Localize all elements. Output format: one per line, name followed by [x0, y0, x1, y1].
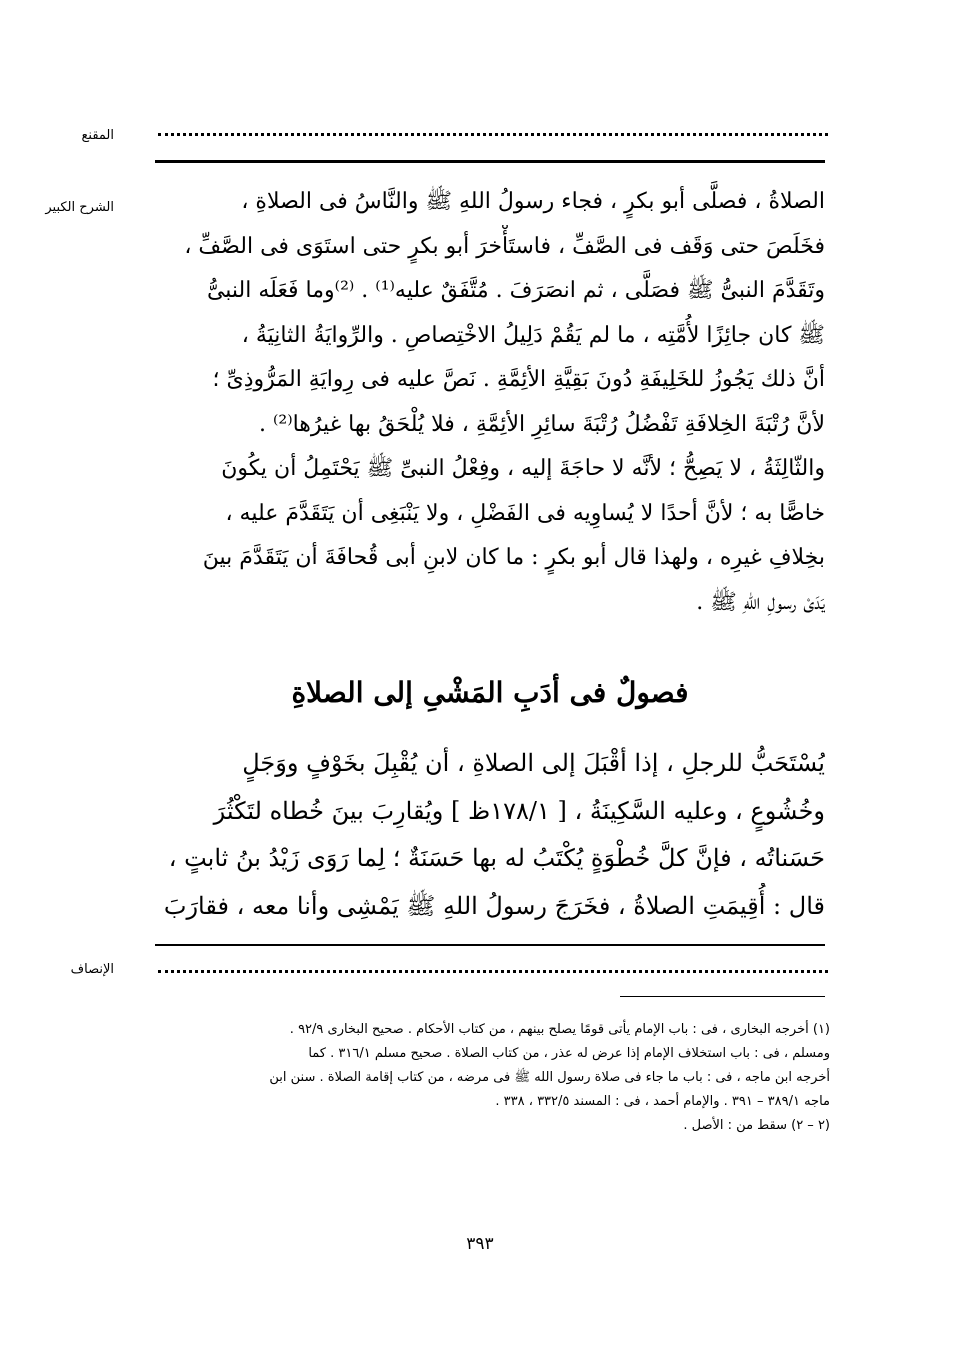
text-line: يَدَىْ رسولِ اللهِ ﷺ .: [696, 589, 825, 615]
text-line: والثّالِثَةُ ، لا يَصِحُّ ؛ لأنَّه لا حاجَةَ إليه ، وفِعْلُ النبىِّ ﷺ يَحْتَمِلُ أن يكُونَ: [221, 456, 825, 481]
insaf-dotted-line: [158, 970, 828, 973]
text-line: ﷺ كان جائِزًا لأُمَّتِه ، ما لم يَقُمْ دَلِيلُ الاخْتِصاصِ . والرِّوايَةُ الثانِيَةُ ،: [241, 322, 825, 348]
text-line: حَسَناتُه ، فإنَّ كلَّ خُطْوَةٍ يُكْتَبُ له بها حَسَنَةٌ ؛ لِما رَوَى زَيْدُ بنُ ثابتٍ ،: [168, 844, 825, 872]
bottom-rule: [155, 944, 825, 946]
text-line: أنَّ ذلك يَجُوزُ للخَلِيفَةِ دُونَ بَقِيَّةِ الأئِمَّةِ . نَصَّ عليه فى رِوايَةِ المَرُّوذِىِّ ؛: [212, 367, 825, 392]
sharh-main-text: [155, 180, 825, 625]
top-rule: [155, 160, 825, 163]
footnote-line: ماجه ٣٨٩/١ – ٣٩١ . والإمام أحمد ، فى : المسند ٣٣٢/٥ ، ٣٣٨ .: [495, 1094, 830, 1109]
text-line: وخُشُوعٍ ، وعليه السَّكِينَةُ ، [ ١٧٨/١ظ ] ويُقارِبَ بينَ خُطاه لتَكْثُرَ: [213, 796, 825, 825]
page-number: ٣٩٣: [466, 1234, 494, 1254]
footnote-line: (١) أخرجه البخارى ، فى : باب الإمام يأتى قومًا يصلح بينهم ، من كتاب الأحكام . صحيح البخارى ٩٢/٩ .: [289, 1022, 830, 1037]
muqni-dotted-line: [158, 133, 828, 136]
text-line: بخِلافِ غيرِه ، ولهذا قال أبو بكرٍ : ما كان لابنِ أبى قُحافَةَ أن يَتَقَدَّمَ بينَ: [202, 545, 825, 570]
text-line: يُسْتَحَبُّ للرجلِ ، إذا أقْبَلَ إلى الصلاةِ ، أن يُقْبِلَ بخَوْفٍ ووَجَلٍ: [242, 749, 825, 777]
label-sharh-kabir: الشرح الكبير: [45, 200, 114, 215]
text-line: خاصًّا به ؛ لأنَّ أحدًا لا يُساوِيه فى الفَضْلِ ، ولا يَنْبَغِى أن يَتَقَدَّمَ عليه ،: [225, 500, 825, 526]
footnotes: [150, 1018, 830, 1138]
label-muqni: المقنع: [81, 128, 114, 143]
text-line: قال : أُقِيمَتِ الصلاةُ ، فخَرَجَ رسولُ اللهِ ﷺ يَمْشِى وأنا معه ، فقارَبَ: [163, 891, 825, 920]
footnote-line: أخرجه ابن ماجه ، فى : باب ما جاء فى صلاة رسول الله ﷺ فى مرضه ، من كتاب إقامة الصلاة . سنن ابن: [269, 1070, 830, 1085]
footnote-separator: [620, 996, 825, 997]
text-line: الصلاةُ ، فصلَّى أبو بكرٍ ، فجاء رسولُ اللهِ ﷺ والنَّاسُ فى الصلاةِ ،: [241, 189, 825, 214]
text-line: وتَقَدَّمَ النبىُّ ﷺ فصَلَّى ، ثم انصَرَفَ . مُتَّفَقٌ عليه⁽¹⁾ . ⁽²⁾وما فَعَلَه النبىُّ: [206, 278, 825, 303]
label-insaf: الإنصاف: [70, 962, 114, 977]
text-line: فخَلَصَ حتى وَقَف فى الصَّفِّ ، فاستَأْخرَ أبو بكرٍ حتى استَوَى فى الصَّفِّ ،: [184, 233, 825, 259]
fasl-text: [155, 740, 825, 930]
footnote-line: ومسلم ، فى : باب استخلاف الإمام إذا عرض له عذر ، من كتاب الصلاة . صحيح مسلم ٣١٦/١ . كما: [308, 1046, 830, 1061]
footnote-line: (٢ – ٢) سقط من : الأصل .: [683, 1118, 830, 1133]
section-heading: فصولٌ فى أدَبِ المَشْىِ إلى الصلاةِ: [291, 676, 689, 709]
text-line: لأنَّ رُتْبَةَ الخِلافَةِ تَفْضُلُ رُتْبَةَ سائِرِ الأئِمَّةِ ، فلا يُلْحَقُ بها غيرُها⁽²⁾ .: [258, 411, 825, 437]
